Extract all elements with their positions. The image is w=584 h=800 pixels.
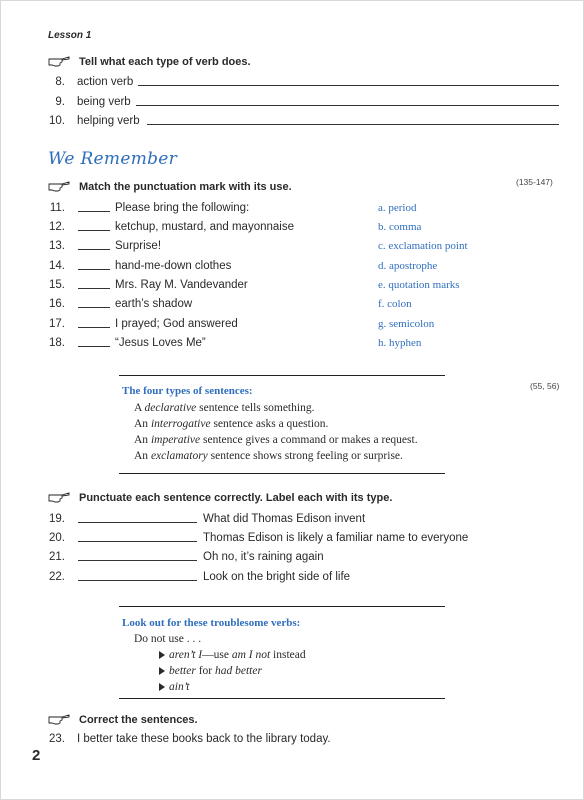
answer-option: c. exclamation point <box>378 240 468 252</box>
verb-misuse: aren’t I <box>169 649 203 661</box>
item-number: 10. <box>49 115 65 127</box>
answer-line[interactable] <box>147 113 559 125</box>
divider <box>119 698 445 699</box>
item-number: 20. <box>49 532 65 544</box>
item-number: 23. <box>49 733 65 745</box>
def-rest: sentence gives a command or makes a request. <box>200 434 418 446</box>
def-term: imperative <box>150 434 201 446</box>
item-text: “Jesus Loves Me” <box>115 337 206 349</box>
box-title-sentence-types: The four types of sentences: <box>122 385 253 397</box>
type-blank[interactable] <box>78 549 197 561</box>
lesson-label: Lesson 1 <box>48 30 92 41</box>
def-rest: sentence tells something. <box>196 402 315 414</box>
item-text: Thomas Edison is likely a familiar name to everyone <box>203 532 469 544</box>
item-label: helping verb <box>77 115 140 127</box>
verb-connector: —use <box>202 649 232 661</box>
item-number: 14. <box>49 260 65 272</box>
def-rest: sentence asks a question. <box>210 418 329 430</box>
instruction-punctuation: Match the punctuation mark with its use. <box>79 181 292 193</box>
item-number: 19. <box>49 513 65 525</box>
answer-line[interactable] <box>136 94 559 106</box>
item-number: 16. <box>49 298 65 310</box>
item-number: 11. <box>49 202 65 214</box>
item-text: Mrs. Ray M. Vandevander <box>115 279 248 291</box>
item-label: action verb <box>77 76 134 88</box>
def-prefix: A <box>134 402 145 414</box>
item-number: 9. <box>55 96 65 108</box>
def-prefix: An <box>134 434 151 446</box>
sentence-type-definition <box>134 434 418 446</box>
pointing-hand-icon <box>48 492 72 504</box>
match-row <box>41 200 561 216</box>
answer-blank[interactable] <box>78 335 110 347</box>
triangle-bullet-icon <box>159 667 165 675</box>
pointing-hand-icon <box>48 56 72 68</box>
answer-option: h. hyphen <box>378 337 422 349</box>
def-term: declarative <box>144 402 197 414</box>
triangle-bullet-icon <box>159 683 165 691</box>
verb-correct: had better <box>215 665 262 677</box>
item-text: I better take these books back to the library today. <box>77 733 331 745</box>
pointing-hand-icon <box>48 714 72 726</box>
instruction-correct: Correct the sentences. <box>79 714 198 726</box>
item-number: 8. <box>55 76 65 88</box>
def-term: exclamatory <box>150 450 208 462</box>
def-rest: sentence shows strong feeling or surprise. <box>207 450 403 462</box>
item-text: Surprise! <box>115 240 162 252</box>
verb-warning-item <box>159 649 306 661</box>
item-number: 17. <box>49 318 65 330</box>
def-term: interrogative <box>150 418 211 430</box>
verb-connector: for <box>195 665 215 677</box>
sentence-row <box>41 511 561 527</box>
match-row <box>41 277 561 293</box>
item-text: Please bring the following: <box>115 202 250 214</box>
match-row <box>41 238 561 254</box>
item-text: hand-me-down clothes <box>115 260 232 272</box>
answer-line[interactable] <box>138 74 559 86</box>
list-item <box>41 74 561 90</box>
answer-blank[interactable] <box>78 258 110 270</box>
page-number: 2 <box>32 747 41 764</box>
item-number: 13. <box>49 240 65 252</box>
match-row <box>41 296 561 312</box>
def-prefix: An <box>134 418 151 430</box>
answer-blank[interactable] <box>78 316 110 328</box>
item-number: 12. <box>49 221 65 233</box>
answer-option: a. period <box>378 202 417 214</box>
match-row <box>41 316 561 332</box>
divider <box>119 473 445 474</box>
item-text: ketchup, mustard, and mayonnaise <box>115 221 294 233</box>
verb-suffix: instead <box>270 649 306 661</box>
def-prefix: An <box>134 450 151 462</box>
answer-option: e. quotation marks <box>378 279 460 291</box>
item-number: 18. <box>49 337 65 349</box>
match-row <box>41 219 561 235</box>
pointing-hand-icon <box>48 181 72 193</box>
item-number: 22. <box>49 571 65 583</box>
answer-blank[interactable] <box>78 219 110 231</box>
type-blank[interactable] <box>78 569 197 581</box>
answer-option: f. colon <box>378 298 412 310</box>
item-number: 15. <box>49 279 65 291</box>
divider <box>119 606 445 607</box>
verb-misuse: ain’t <box>169 681 190 693</box>
page-reference: (135-147) <box>516 177 553 187</box>
match-row <box>41 335 561 351</box>
item-text: What did Thomas Edison invent <box>203 513 366 525</box>
answer-blank[interactable] <box>78 238 110 250</box>
match-row <box>41 258 561 274</box>
item-text: Look on the bright side of life <box>203 571 351 583</box>
triangle-bullet-icon <box>159 651 165 659</box>
answer-blank[interactable] <box>78 296 110 308</box>
sentence-type-definition <box>134 402 314 414</box>
list-item <box>41 94 561 110</box>
item-text: earth’s shadow <box>115 298 193 310</box>
answer-option: g. semicolon <box>378 318 435 330</box>
sentence-type-definition <box>134 450 403 462</box>
instruction-verbs: Tell what each type of verb does. <box>79 56 251 68</box>
item-number: 21. <box>49 551 65 563</box>
page-reference: (55, 56) <box>530 381 560 391</box>
section-heading: We Remember <box>48 149 178 169</box>
sentence-row <box>41 569 561 585</box>
list-item <box>41 113 561 129</box>
type-blank[interactable] <box>78 511 197 523</box>
type-blank[interactable] <box>78 530 197 542</box>
item-label: being verb <box>77 96 131 108</box>
instruction-sentence-types: Punctuate each sentence correctly. Label each with its type. <box>79 492 393 504</box>
verb-misuse: better <box>169 665 196 677</box>
item-text: Oh no, it’s raining again <box>203 551 324 563</box>
verb-warning-item <box>159 665 262 677</box>
answer-blank[interactable] <box>78 200 110 212</box>
box-intro: Do not use . . . <box>134 633 202 645</box>
box-title-troublesome-verbs: Look out for these troublesome verbs: <box>122 617 301 629</box>
divider <box>119 375 445 376</box>
answer-option: b. comma <box>378 221 422 233</box>
verb-correct: am I not <box>231 649 271 661</box>
answer-blank[interactable] <box>78 277 110 289</box>
answer-option: d. apostrophe <box>378 260 438 272</box>
list-item <box>41 731 561 747</box>
verb-warning-item <box>159 681 189 693</box>
item-text: I prayed; God answered <box>115 318 238 330</box>
sentence-row <box>41 549 561 565</box>
sentence-type-definition <box>134 418 328 430</box>
sentence-row <box>41 530 561 546</box>
